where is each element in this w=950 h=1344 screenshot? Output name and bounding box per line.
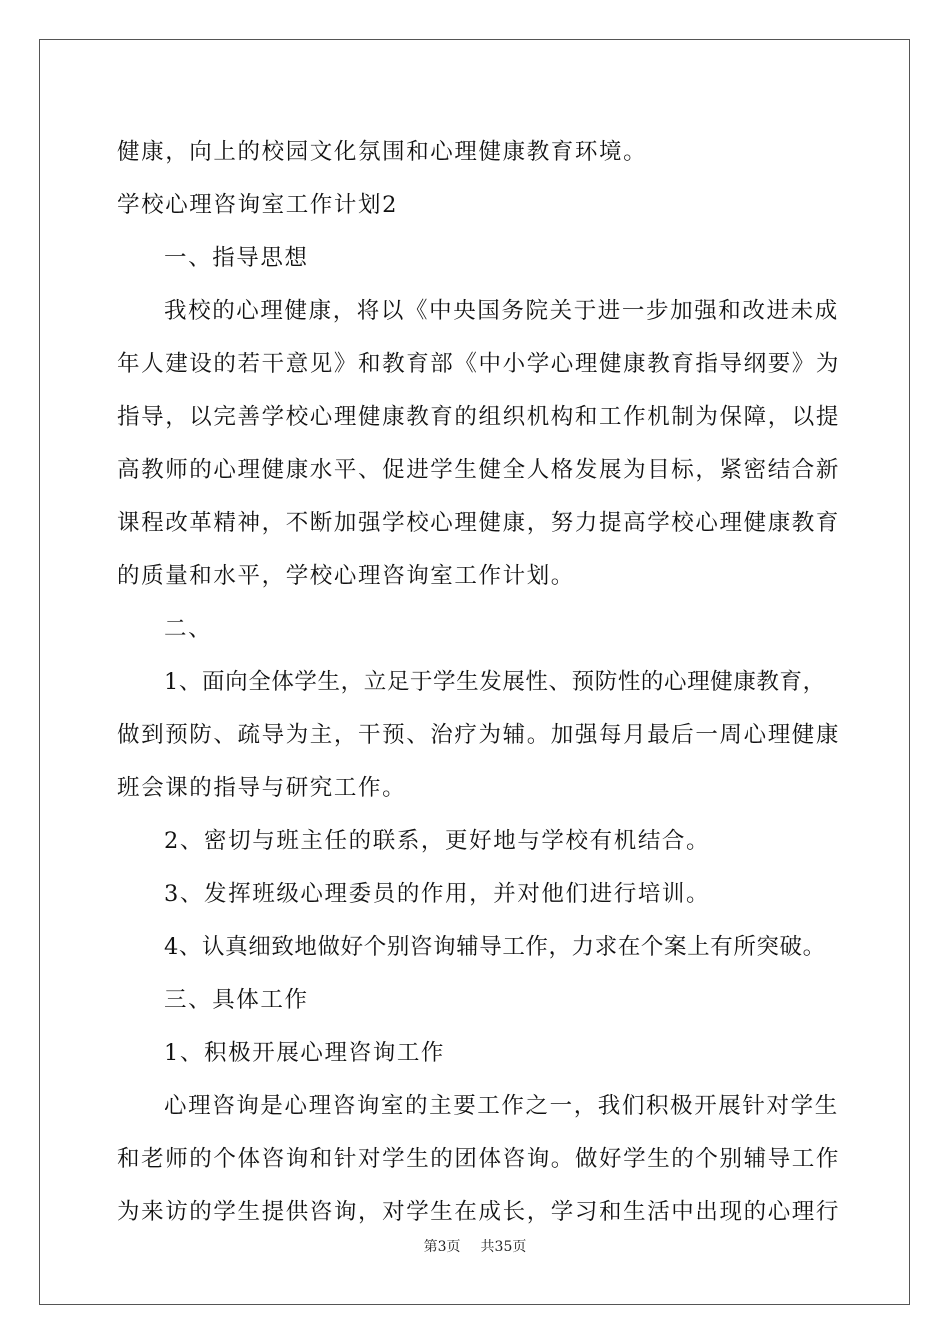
paragraph-line: 心理咨询是心理咨询室的主要工作之一，我们积极开展针对学生 xyxy=(164,1093,839,1119)
paragraph-line: 指导，以完善学校心理健康教育的组织机构和工作机制为保障，以提 xyxy=(117,404,841,430)
subheading: 1、积极开展心理咨询工作 xyxy=(164,1040,446,1066)
heading-guiding-ideology: 一、指导思想 xyxy=(164,245,309,271)
page-footer xyxy=(0,1236,950,1256)
heading-specific-work: 三、具体工作 xyxy=(164,987,309,1013)
page-total: 共35页 xyxy=(480,1239,527,1255)
paragraph-line: 年人建设的若干意见》和教育部《中小学心理健康教育指导纲要》为 xyxy=(117,351,841,377)
list-item: 2、密切与班主任的联系，更好地与学校有机结合。 xyxy=(164,828,711,854)
paragraph-line: 课程改革精神，不断加强学校心理健康，努力提高学校心理健康教育 xyxy=(117,510,841,536)
document-body xyxy=(117,126,841,1239)
paragraph-line: 做到预防、疏导为主，干预、治疗为辅。加强每月最后一周心理健康 xyxy=(117,722,841,748)
list-item: 3、发挥班级心理委员的作用，并对他们进行培训。 xyxy=(164,881,711,907)
paragraph-line: 我校的心理健康，将以《中央国务院关于进一步加强和改进未成 xyxy=(164,298,839,324)
paragraph-line: 为来访的学生提供咨询，对学生在成长，学习和生活中出现的心理行 xyxy=(117,1199,841,1225)
list-item: 4、认真细致地做好个别咨询辅导工作，力求在个案上有所突破。 xyxy=(164,934,826,960)
heading-two: 二、 xyxy=(164,616,213,642)
paragraph-line: 的质量和水平，学校心理咨询室工作计划。 xyxy=(117,563,575,589)
paragraph-line: 高教师的心理健康水平、促进学生健全人格发展为目标，紧密结合新 xyxy=(117,457,841,483)
list-item: 1、面向全体学生，立足于学生发展性、预防性的心理健康教育， xyxy=(164,669,826,695)
page-number: 第3页 xyxy=(423,1239,461,1255)
paragraph-line: 班会课的指导与研究工作。 xyxy=(117,775,407,801)
paragraph-line: 健康，向上的校园文化氛围和心理健康教育环境。 xyxy=(117,139,648,165)
section-title: 学校心理咨询室工作计划2 xyxy=(117,192,399,218)
paragraph-line: 和老师的个体咨询和针对学生的团体咨询。做好学生的个别辅导工作 xyxy=(117,1146,841,1172)
